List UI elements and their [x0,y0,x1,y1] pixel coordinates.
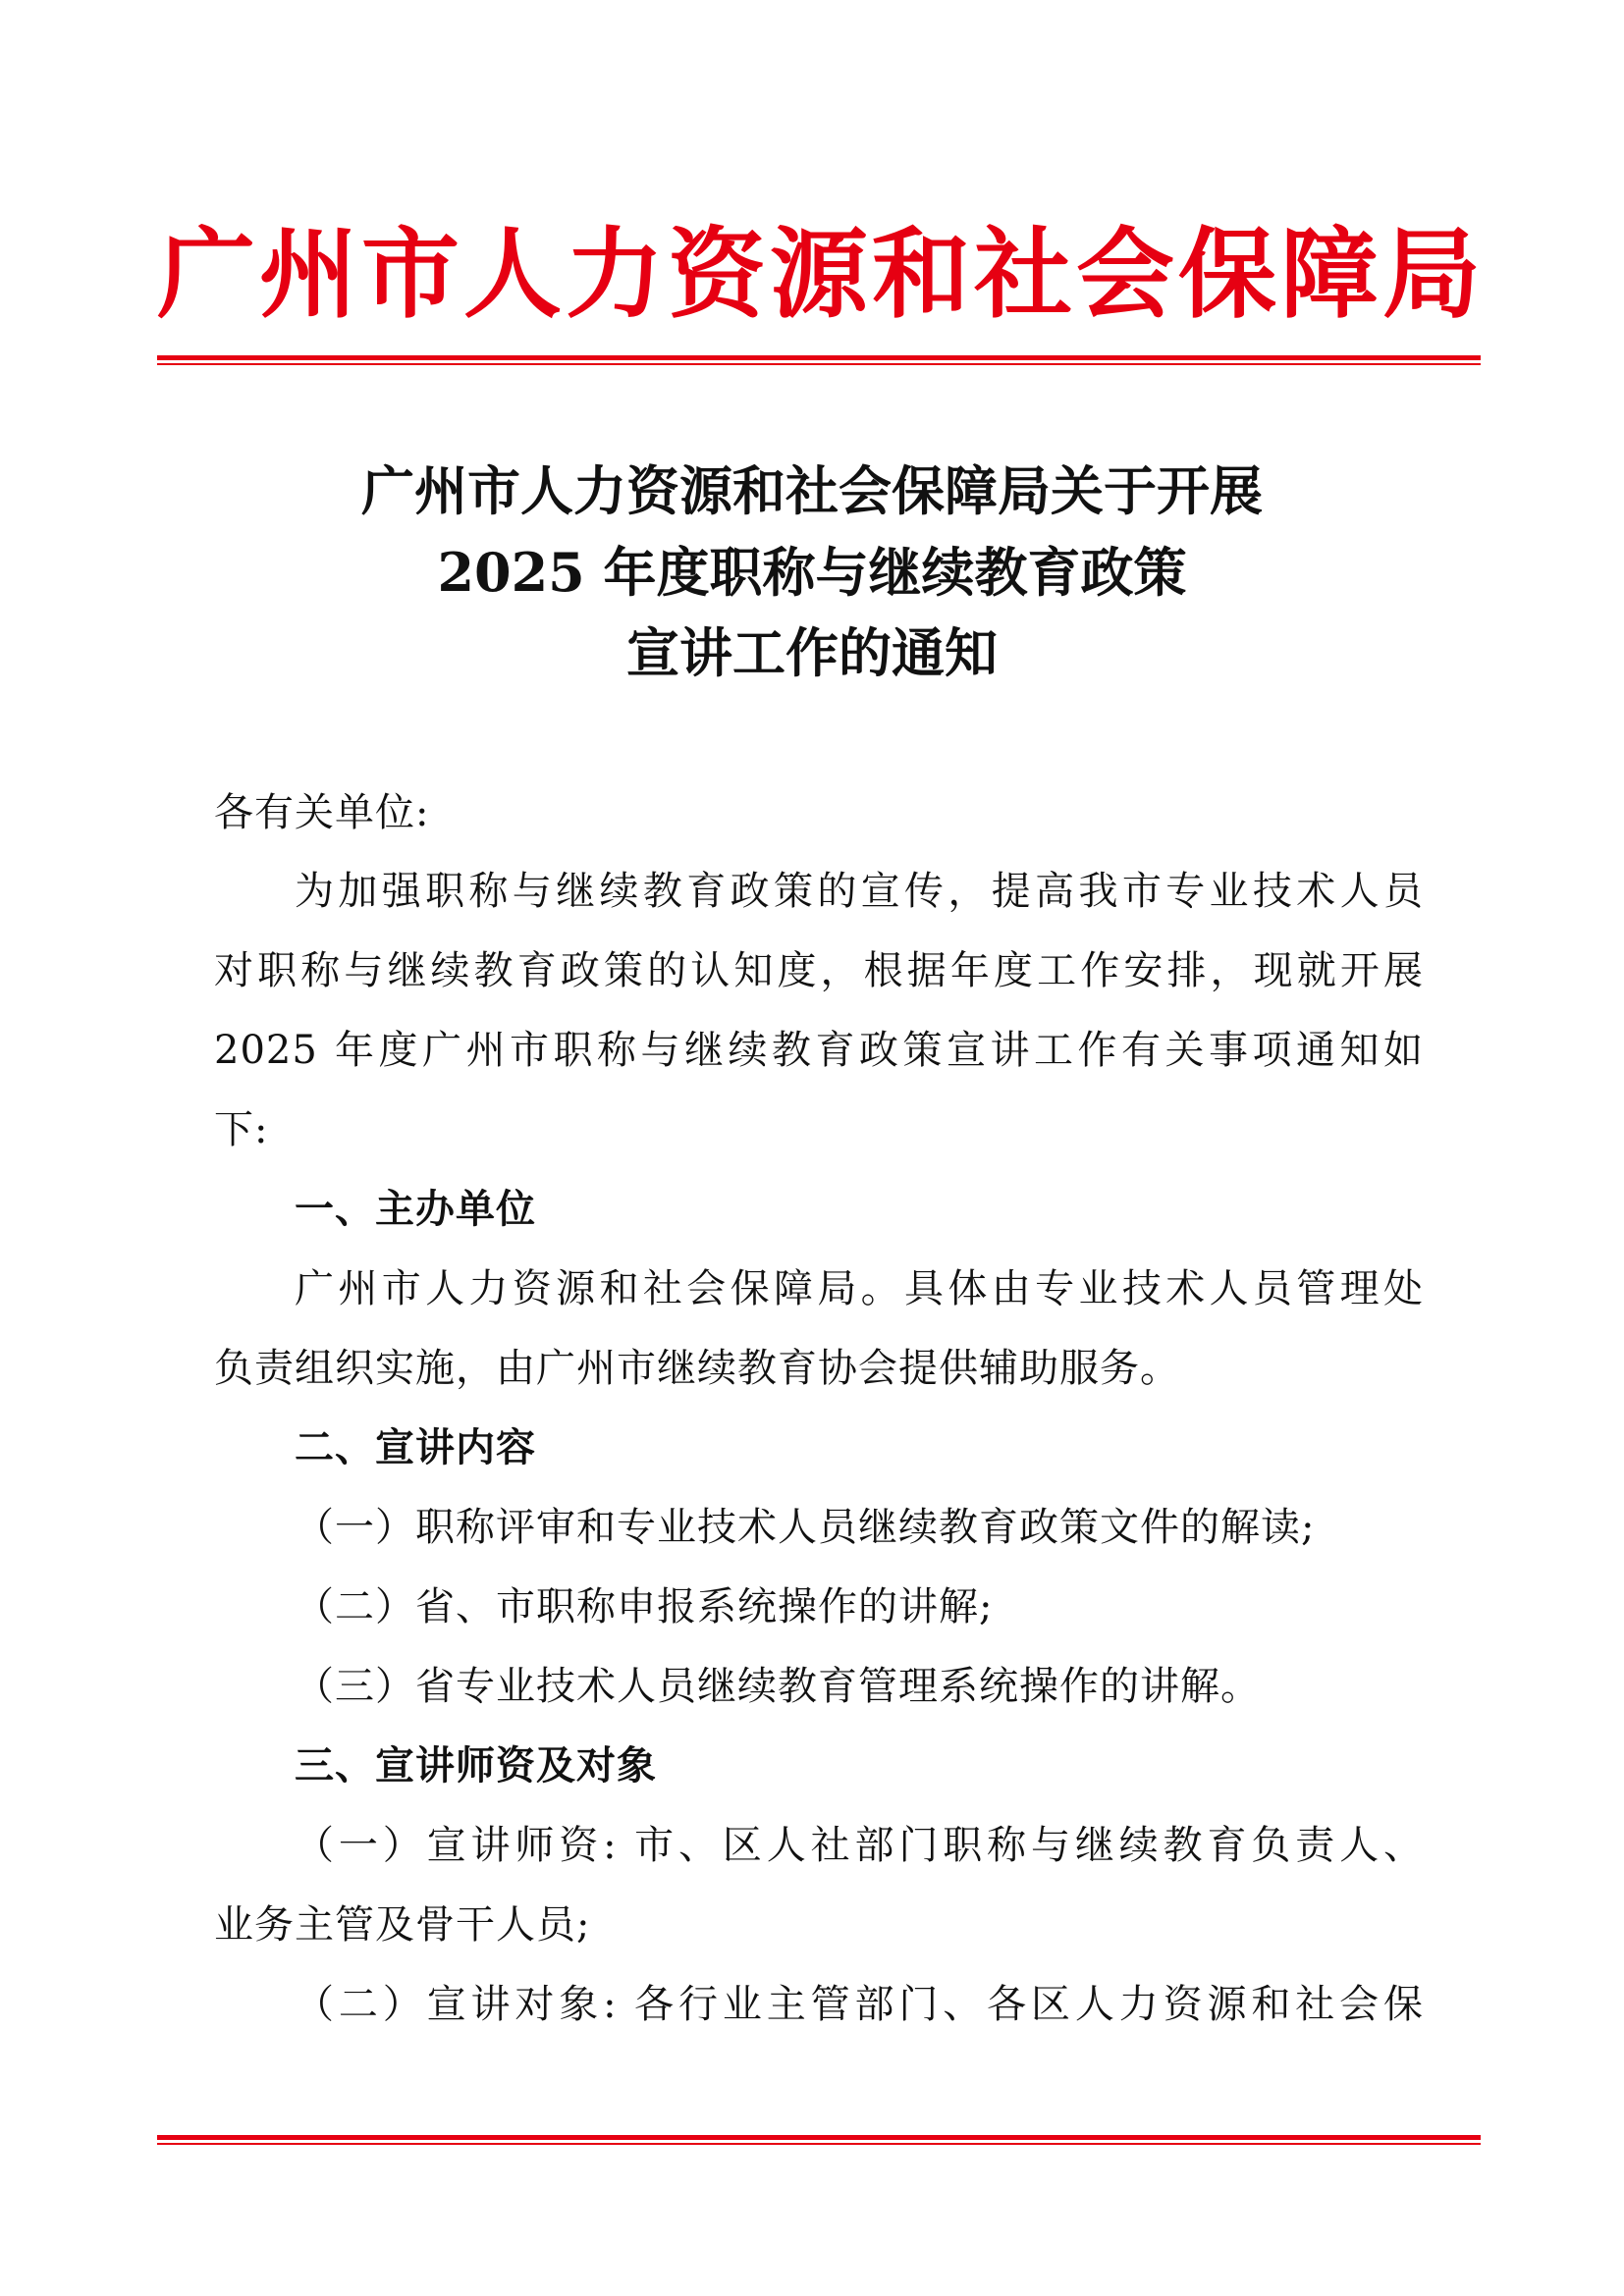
intro-line-4: 下: [214,1107,269,1152]
section2-item-2: （二）省、市职称申报系统操作的讲解; [295,1584,994,1629]
footer-divider [157,2135,1481,2145]
section3-line-1: （一）宣讲师资: 市、区人社部门职称与继续教育负责人、 [295,1823,1424,1868]
section3-line-2: 业务主管及骨干人员; [214,1902,591,1948]
letterhead-divider [157,355,1481,365]
intro-line-2: 对职称与继续教育政策的认知度，根据年度工作安排，现就开展 [214,948,1424,993]
section1-line-2: 负责组织实施，由广州市继续教育协会提供辅助服务。 [214,1346,1180,1391]
section1-line-1: 广州市人力资源和社会保障局。具体由专业技术人员管理处 [295,1266,1424,1311]
intro-line-1: 为加强职称与继续教育政策的宣传，提高我市专业技术人员 [295,869,1424,914]
salutation: 各有关单位: [214,790,430,835]
document-title-line-3: 宣讲工作的通知 [626,621,998,684]
section-heading-speakers-audience: 三、宣讲师资及对象 [295,1743,657,1789]
intro-line-3: 2025 年度广州市职称与继续教育政策宣讲工作有关事项通知如 [214,1028,1424,1073]
document-title-line-2: 2025 年度职称与继续教育政策 [437,541,1187,604]
section2-item-3: （三）省专业技术人员继续教育管理系统操作的讲解。 [295,1664,1261,1709]
section-heading-organizer: 一、主办单位 [295,1187,536,1232]
letterhead-title: 广州市人力资源和社会保障局 [157,217,1485,332]
section2-item-1: （一）职称评审和专业技术人员继续教育政策文件的解读; [295,1505,1316,1550]
document-title-line-1: 广州市人力资源和社会保障局关于开展 [361,459,1263,522]
section-heading-content: 二、宣讲内容 [295,1425,536,1470]
section3-line-3: （二）宣讲对象: 各行业主管部门、各区人力资源和社会保 [295,1982,1424,2027]
